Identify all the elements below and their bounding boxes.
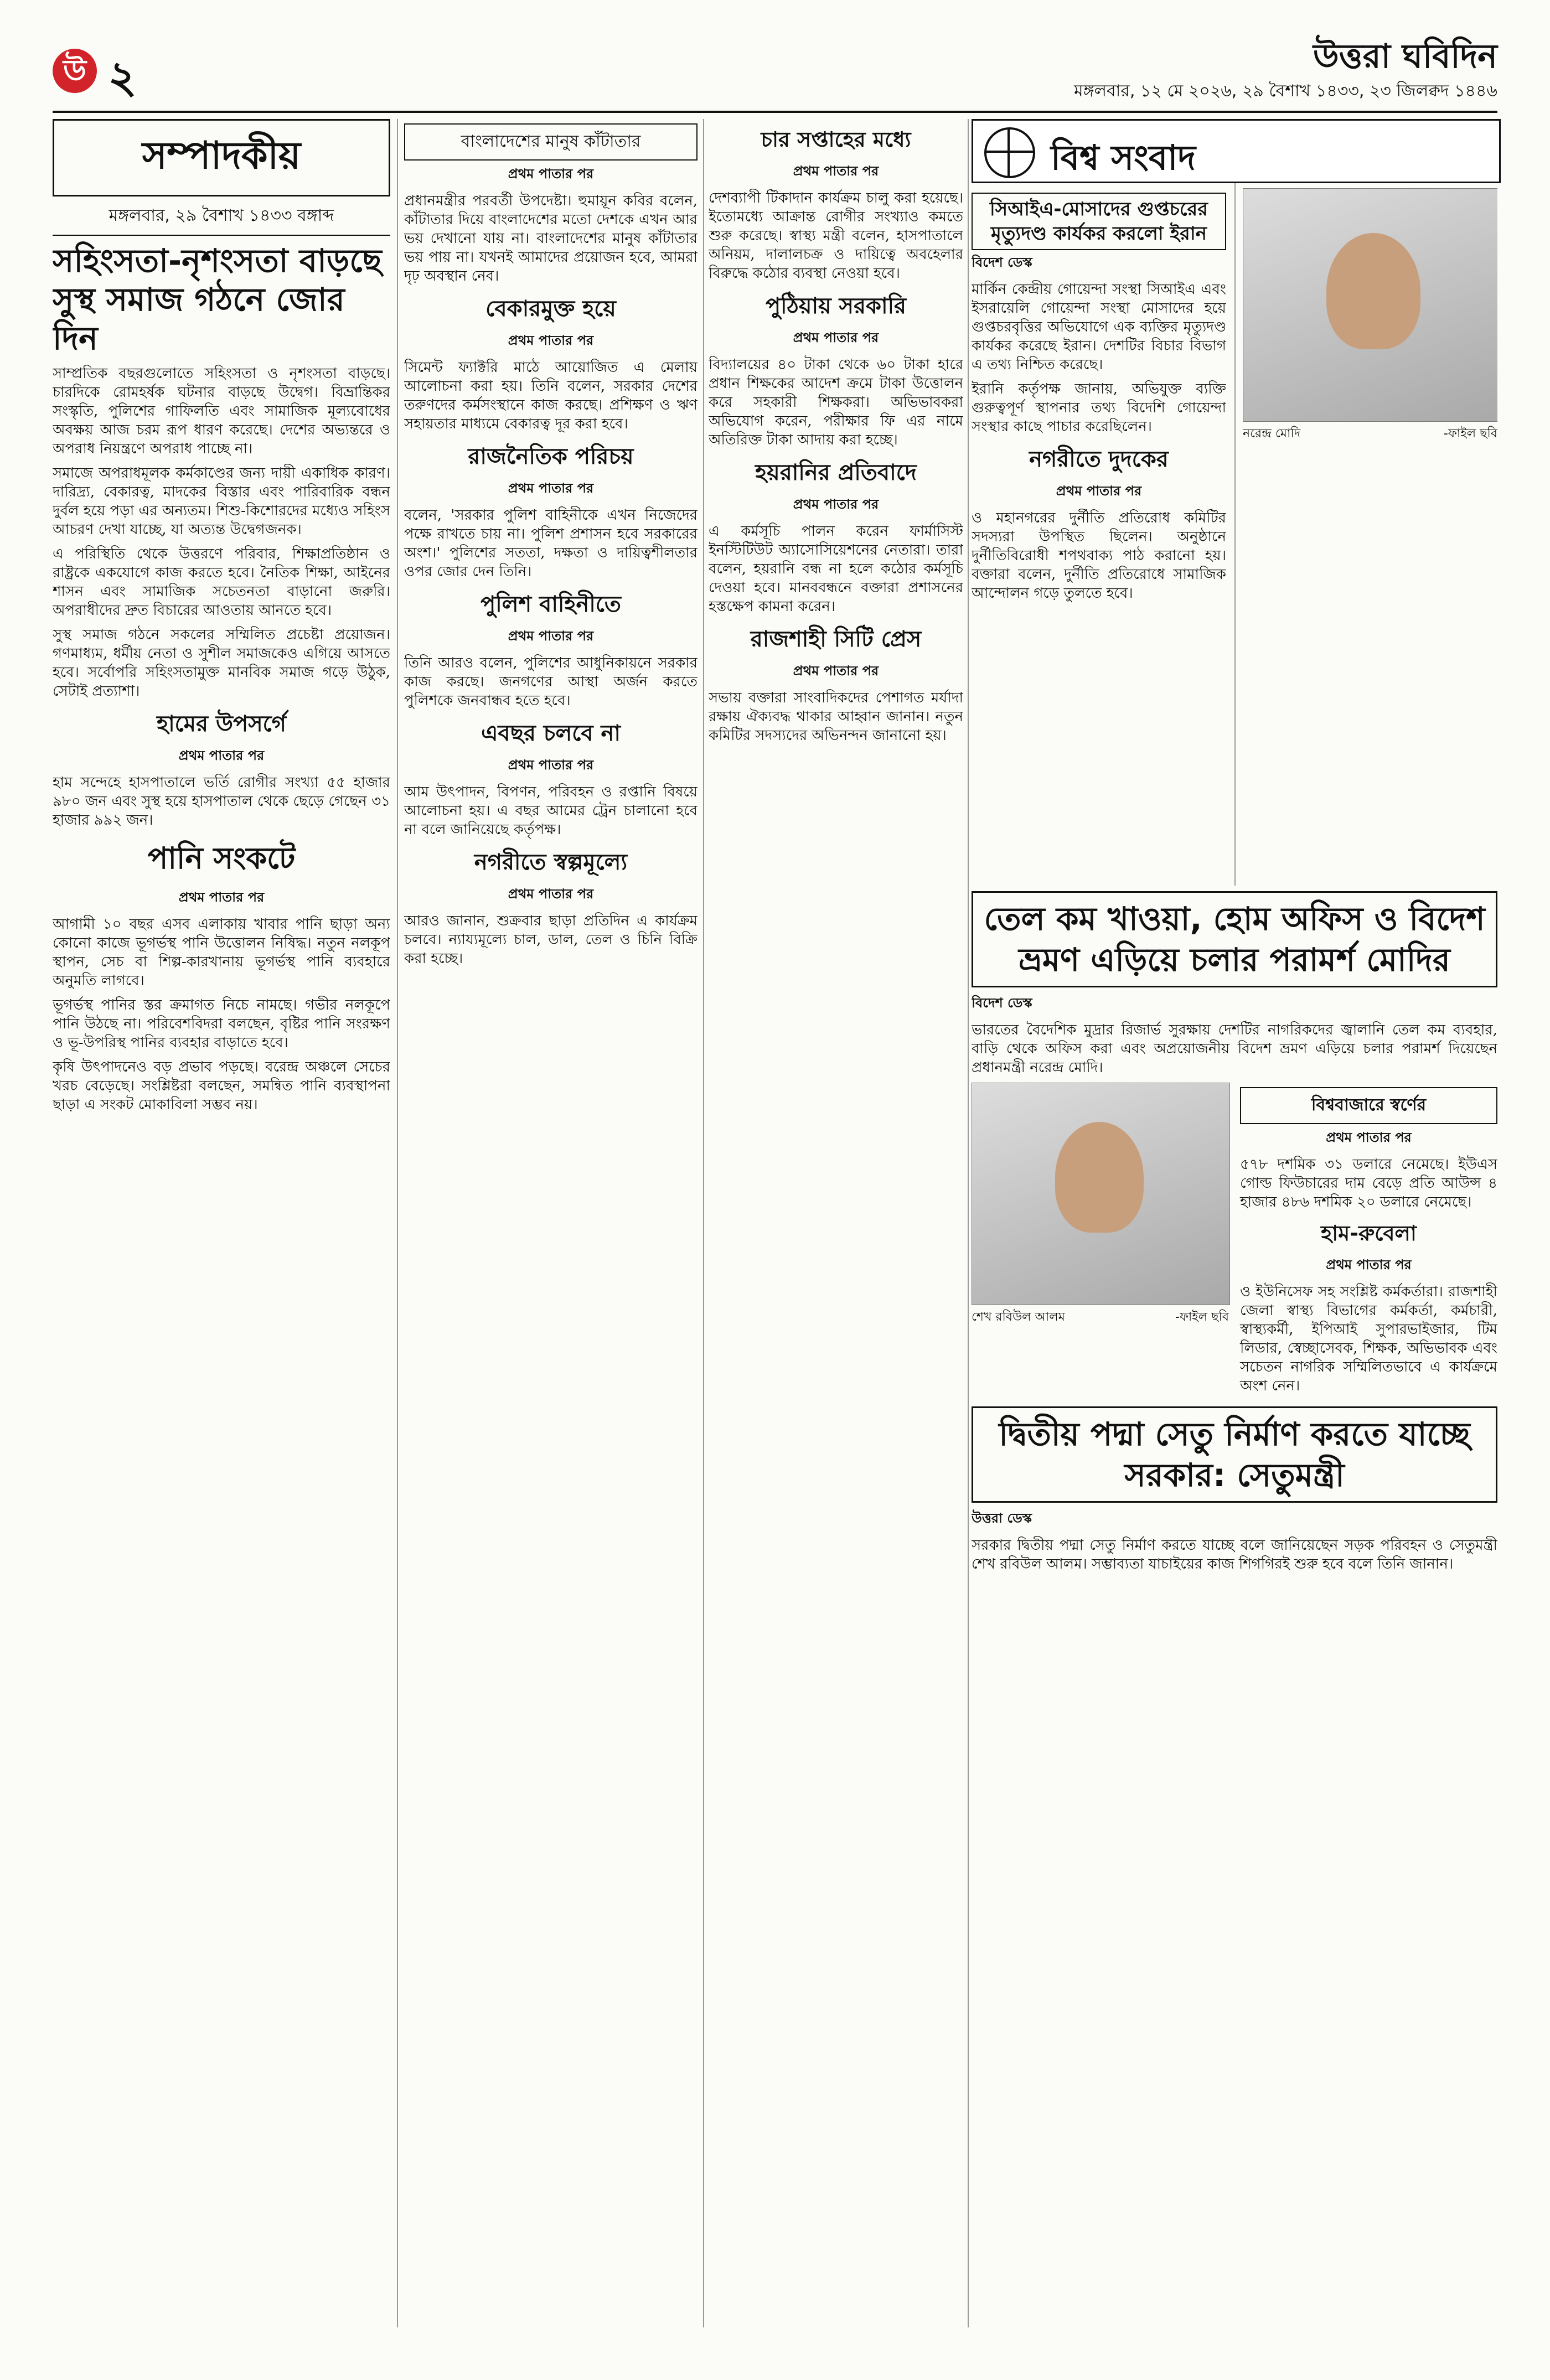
water-paragraph: আগামী ১০ বছর এসব এলাকায় খাবার পানি ছাড়া অন্য কোনো কাজে ভূগর্ভস্থ পানি উত্তোলন নিষিদ্ধ। নতুন নলকূপ স্থাপন, সেচ বা শিল্প-কারখানায় ভূগর্ভস্থ পানি ব্যবহারে অনুমতি লাগবে। <box>53 916 390 989</box>
world-news-banner <box>972 119 1501 183</box>
modi-photo <box>1243 188 1497 422</box>
editorial-banner: সম্পাদকীয় <box>53 119 390 196</box>
measles-kicker: প্রথম পাতার পর <box>178 748 265 763</box>
iran-kicker: বিদেশ ডেস্ক <box>972 255 1032 270</box>
minister-caption-credit: -ফাইল ছবি <box>1175 1310 1229 1324</box>
water-paragraph: ভূগর্ভস্থ পানির স্তর ক্রমাগত নিচে নামছে। গভীর নলকূপে পানি উঠছে না। পরিবেশবিদরা বলছেন, বৃষ্টির পানি সংরক্ষণ ও ভূ-উপরিস্থ পানির ব্যবহার বাড়াতে হবে। <box>53 997 390 1051</box>
acc-kicker: প্রথম পাতার পর <box>1056 483 1142 499</box>
unemployment-text: সিমেন্ট ফ্যাক্টরি মাঠে আয়োজিত এ মেলায় আলোচনা করা হয়। তিনি বলেন, সরকার দেশের তরুণদের কর্মসংস্থানে কাজ করছে। প্রশিক্ষণ ও ঋণ সহায়তার মাধ্যমে বেকারত্ব দূর করা হবে। <box>404 359 698 432</box>
acc-headline: নগরীতে দুদকের <box>1029 447 1169 472</box>
person-silhouette <box>1055 1122 1144 1233</box>
padma-bridge-headline: দ্বিতীয় পদ্মা সেতু নির্মাণ করতে যাচ্ছে সরকার: সেতুমন্ত্রী <box>972 1406 1497 1503</box>
top-rule <box>53 111 1497 113</box>
mango-text: আম উৎপাদন, বিপণন, পরিবহন ও রপ্তানি বিষয়ে আলোচনা হয়। এ বছর আমের ট্রেন চালানো হবে না বলে জানিয়েছে কর্তৃপক্ষ। <box>404 784 698 838</box>
four-weeks-kicker: প্রথম পাতার পর <box>793 163 879 179</box>
iran-text: মার্কিন কেন্দ্রীয় গোয়েন্দা সংস্থা সিআইএ এবং ইসরায়েলি গোয়েন্দা সংস্থা মোসাদের হয়ে গুপ্তচরবৃত্তির অভিযোগে এক ব্যক্তির মৃত্যুদণ্ড কার্যকর করেছে ইরান। দেশটির বিচার বিভাগ এ তথ্য নিশ্চিত করেছে। <box>972 281 1226 373</box>
minister-column <box>972 1083 1229 1401</box>
padma-bridge-kicker: উত্তরা ডেস্ক <box>972 1510 1032 1526</box>
person-silhouette <box>1326 233 1420 349</box>
editorial-paragraph: সুস্থ সমাজ গঠনে সকলের সম্মিলিত প্রচেষ্টা প্রয়োজন। গণমাধ্যম, ধর্মীয় নেতা ও সুশীল সমাজকেও এগিয়ে আসতে হবে। সর্বোপরি সহিংসতামুক্ত মানবিক সমাজ গড়ে উঠুক, সেটাই প্রত্যাশা। <box>53 627 390 700</box>
modi-headline: তেল কম খাওয়া, হোম অফিস ও বিদেশ ভ্রমণ এড়িয়ে চলার পরামর্শ মোদির <box>972 891 1497 987</box>
editorial-paragraph: এ পরিস্থিতি থেকে উত্তরণে পরিবার, শিক্ষাপ্রতিষ্ঠান ও রাষ্ট্রকে একযোগে কাজ করতে হবে। নৈতিক শিক্ষা, আইনের শাসন এবং সামাজিক সচেতনতা বাড়ানো জরুরি। অপরাধীদের দ্রুত বিচারের আওতায় আনতে হবে। <box>53 546 390 619</box>
four-weeks-text: দেশব্যাপী টিকাদান কার্যক্রম চালু করা হয়েছে। ইতোমধ্যে আক্রান্ত রোগীর সংখ্যাও কমতে শুরু করেছে। স্বাস্থ্য মন্ত্রী বলেন, হাসপাতালে অনিয়ম, দালালচক্র ও দায়িত্বে অবহেলার বিরুদ্ধে কঠোর ব্যবস্থা নেওয়া হবে। <box>709 190 963 282</box>
column-rule <box>703 119 704 2327</box>
gold-headline: বিশ্ববাজারে স্বর্ণের <box>1240 1087 1497 1124</box>
minister-caption <box>972 1307 1229 1328</box>
iran-text-2: ইরানি কর্তৃপক্ষ জানায়, অভিযুক্ত ব্যক্তি গুরুত্বপূর্ণ স্থাপনার তথ্য বিদেশি গোয়েন্দা সংস্থার কাছে পাচার করেছিলেন। <box>972 381 1226 435</box>
padma-bridge-text: সরকার দ্বিতীয় পদ্মা সেতু নির্মাণ করতে যাচ্ছে বলে জানিয়েছেন সড়ক পরিবহন ও সেতুমন্ত্রী শেখ রবিউল আলম। সম্ভাব্যতা যাচাইয়ের কাজ শিগগিরই শুরু হবে বলে তিনি জানান। <box>972 1537 1497 1572</box>
unemployment-headline: বেকারমুক্ত হয়ে <box>485 296 616 322</box>
fair-price-text: আরও জানান, শুক্রবার ছাড়া প্রতিদিন এ কার্যক্রম চলবে। ন্যায্যমূল্যে চাল, ডাল, তেল ও চিনি বিক্রি করা হচ্ছে। <box>404 913 698 967</box>
puthia-headline: পুঠিয়ায় সরকারি <box>765 293 907 319</box>
police-text: তিনি আরও বলেন, পুলিশের আধুনিকায়নে সরকার কাজ করছে। জনগণের আস্থা অর্জন করতে পুলিশকে জনবান্ধব হতে হবে। <box>404 655 698 709</box>
editorial-date: মঙ্গলবার, ২৯ বৈশাখ ১৪৩৩ বঙ্গাব্দ <box>53 202 390 236</box>
iran-headline: সিআইএ-মোসাদের গুপ্তচরের মৃত্যুদণ্ড কার্যকর করলো ইরান <box>972 193 1226 250</box>
minister-caption-name: শেখ রবিউল আলম <box>972 1310 1065 1324</box>
measles-headline: হামের উপসর্গে <box>157 711 286 737</box>
kantatar-kicker: প্রথম পাতার পর <box>508 166 594 182</box>
press-club-headline: রাজশাহী সিটি প্রেস <box>750 627 922 652</box>
water-paragraph: কৃষি উৎপাদনেও বড় প্রভাব পড়ছে। বরেন্দ্র অঞ্চলে সেচের খরচ বেড়েছে। সংশ্লিষ্টরা বলছেন, সমন্বিত পানি ব্যবস্থাপনা ছাড়া এ সংকট মোকাবিলা সম্ভব নয়। <box>53 1059 390 1113</box>
press-club-kicker: প্রথম পাতার পর <box>793 663 879 679</box>
fair-price-headline: নগরীতে স্বল্পমূল্যে <box>474 850 628 875</box>
column-two <box>404 119 698 2327</box>
modi-caption-credit: -ফাইল ছবি <box>1443 427 1497 441</box>
political-text: বলেন, 'সরকার পুলিশ বাহিনীকে এখন নিজেদের পক্ষে রাখতে চায় না। পুলিশ প্রশাসন হবে সরকারের অংশ।' পুলিশের সততা, দক্ষতা ও দায়িত্বশীলতার ওপর জোর দেন তিনি। <box>404 507 698 580</box>
editorial-paragraph: সাম্প্রতিক বছরগুলোতে সহিংসতা ও নৃশংসতা বাড়ছে। চারদিকে রোমহর্ষক ঘটনার বাড়ছে উদ্বেগ। বিভ্রান্তিকর সংস্কৃতি, পুলিশের গাফিলতি এবং সামাজিক মূল্যবোধের অবক্ষয় আজ চরম রূপ ধারণ করেছে। দেশের অভ্যন্তরে ও অপরাধ নিয়ন্ত্রণে অপরাধ পাচ্ছে না। <box>53 365 390 457</box>
harassment-headline: হয়রানির প্রতিবাদে <box>755 460 917 485</box>
press-club-text: সভায় বক্তারা সাংবাদিকদের পেশাগত মর্যাদা রক্ষায় ঐক্যবদ্ধ থাকার আহ্বান জানান। নতুন কমিটির সদস্যদের অভিনন্দন জানানো হয়। <box>709 690 963 744</box>
modi-kicker: বিদেশ ডেস্ক <box>972 995 1032 1011</box>
modi-text: ভারতের বৈদেশিক মুদ্রার রিজার্ভ সুরক্ষায় দেশটির নাগরিকদের জ্বালানি তেল কম ব্যবহার, বাড়ি থেকে অফিস করা এবং অপ্রয়োজনীয় বিদেশ ভ্রমণ এড়িয়ে চলার পরামর্শ দিয়েছেন প্রধানমন্ত্রী নরেন্দ্র মোদি। <box>972 1022 1497 1076</box>
modi-caption <box>1243 424 1497 444</box>
gold-column <box>1240 1083 1497 1401</box>
kantatar-headline: বাংলাদেশের মানুষ কাঁটাতার <box>404 123 698 161</box>
acc-text: ও মহানগরের দুর্নীতি প্রতিরোধ কমিটির সদস্যরা উপস্থিত ছিলেন। অনুষ্ঠানে দুর্নীতিবিরোধী শপথবাক্য পাঠ করানো হয়। বক্তারা বলেন, দুর্নীতি প্রতিরোধে সামাজিক আন্দোলন গড়ে তুলতে হবে। <box>972 510 1226 602</box>
column-rule <box>968 119 969 2327</box>
editorial-paragraph: সমাজে অপরাধমূলক কর্মকাণ্ডের জন্য দায়ী একাধিক কারণ। দারিদ্র্য, বেকারত্ব, মাদকের বিস্তার এবং পারিবারিক বন্ধন দুর্বল হয়ে পড়া এর অন্যতম। শিশু-কিশোরদের মধ্যেও সহিংস আচরণ দেখা যাচ্ছে, যা অত্যন্ত উদ্বেগজনক। <box>53 465 390 538</box>
masthead <box>0 0 1550 138</box>
world-lead-block <box>972 886 1497 2327</box>
measles-rubella-kicker: প্রথম পাতার পর <box>1326 1257 1412 1272</box>
puthia-text: বিদ্যালয়ের ৪০ টাকা থেকে ৬০ টাকা হারে প্রধান শিক্ষকের আদেশ ক্রমে টাকা উত্তোলন করে সহকারী শিক্ষকরা। অভিভাবকরা অভিযোগ করেন, পরীক্ষার ফি এর নামে অতিরিক্ত টাকা আদায় করা হচ্ছে। <box>709 356 963 448</box>
globe-icon <box>984 127 1035 178</box>
editorial-title: সহিংসতা-নৃশংসতা বাড়ছে সুস্থ সমাজ গঠনে জোর দিন <box>53 242 382 357</box>
four-weeks-headline: চার সপ্তাহের মধ্যে <box>761 127 911 152</box>
harassment-text: এ কর্মসূচি পালন করেন ফার্মাসিস্ট ইনস্টিটিউট অ্যাসোসিয়েশনের নেতারা। তারা বলেন, হয়রানি বন্ধ না হলে কঠোর কর্মসূচি দেওয়া হবে। মানববন্ধনে বক্তারা প্রশাসনের হস্তক্ষেপ কামনা করেন। <box>709 523 963 615</box>
measles-text: হাম সন্দেহে হাসপাতালে ভর্তি রোগীর সংখ্যা ৫৫ হাজার ৯৮০ জন এবং সুস্থ হয়ে হাসপাতাল থেকে ছেড়ে গেছেন ৩১ হাজার ৯৯২ জন। <box>53 774 390 829</box>
modi-caption-name: নরেন্দ্র মোদি <box>1243 427 1301 441</box>
paper-logo: উ <box>53 49 97 93</box>
measles-rubella-text: ও ইউনিসেফ সহ সংশ্লিষ্ট কর্মকর্তারা। রাজশাহী জেলা স্বাস্থ্য বিভাগের কর্মকর্তা, কর্মচারী, স্বাস্থ্যকর্মী, ইপিআই সুপারভাইজার, টিম লিডার, স্বেচ্ছাসেবক, শিক্ষক, অভিভাবক এবং সচেতন নাগরিক সম্মিলিতভাবে এ কার্যক্রমে অংশ নেন। <box>1240 1284 1497 1394</box>
police-headline: পুলিশ বাহিনীতে <box>480 592 621 617</box>
date-line: মঙ্গলবার, ১২ মে ২০২৬, ২৯ বৈশাখ ১৪৩৩, ২৩ জিলক্বদ ১৪৪৬ <box>1074 81 1497 101</box>
paper-name: উত্তরা ঘবিদিন <box>1313 37 1497 76</box>
fair-price-kicker: প্রথম পাতার পর <box>508 886 594 902</box>
kantatar-text: প্রধানমন্ত্রীর পরবর্তী উপদেষ্টা। হুমায়ূন কবির বলেন, কাঁটাতার দিয়ে বাংলাদেশের মতো দেশকে এখন আর ভয় দেখানো যায় না। বাংলাদেশের মানুষ কাঁটাতার ভয় পায় না। যখনই আমাদের প্রয়োজন হবে, আমরা দৃঢ় অবস্থান নেব। <box>404 193 698 284</box>
water-headline: পানি সংকটে <box>147 841 296 876</box>
editorial-column <box>53 119 390 2327</box>
political-headline: রাজনৈতিক পরিচয় <box>468 444 634 469</box>
mango-kicker: প্রথম পাতার পর <box>508 757 594 773</box>
police-kicker: প্রথম পাতার পর <box>508 628 594 644</box>
world-news-title: বিশ্ব সংবাদ <box>1051 137 1196 178</box>
column-three <box>709 119 963 2327</box>
page-number: ২ <box>108 51 137 103</box>
puthia-kicker: প্রথম পাতার পর <box>793 330 879 345</box>
unemployment-kicker: প্রথম পাতার পর <box>508 333 594 348</box>
harassment-kicker: প্রথম পাতার পর <box>793 496 879 512</box>
gold-kicker: প্রথম পাতার পর <box>1326 1130 1412 1145</box>
political-kicker: প্রথম পাতার পর <box>508 480 594 496</box>
minister-photo <box>972 1083 1230 1305</box>
gold-text: ৫৭৮ দশমিক ৩১ ডলারে নেমেছে। ইউএস গোল্ড ফিউচারের দাম বেড়ে প্রতি আউন্স ৪ হাজার ৪৮৬ দশমিক ২০ ডলারে নেমেছে। <box>1240 1156 1497 1210</box>
water-kicker: প্রথম পাতার পর <box>178 889 265 905</box>
column-rule <box>397 119 398 2327</box>
mango-headline: এবছর চলবে না <box>481 721 621 746</box>
measles-rubella-headline: হাম-রুবেলা <box>1321 1221 1417 1245</box>
